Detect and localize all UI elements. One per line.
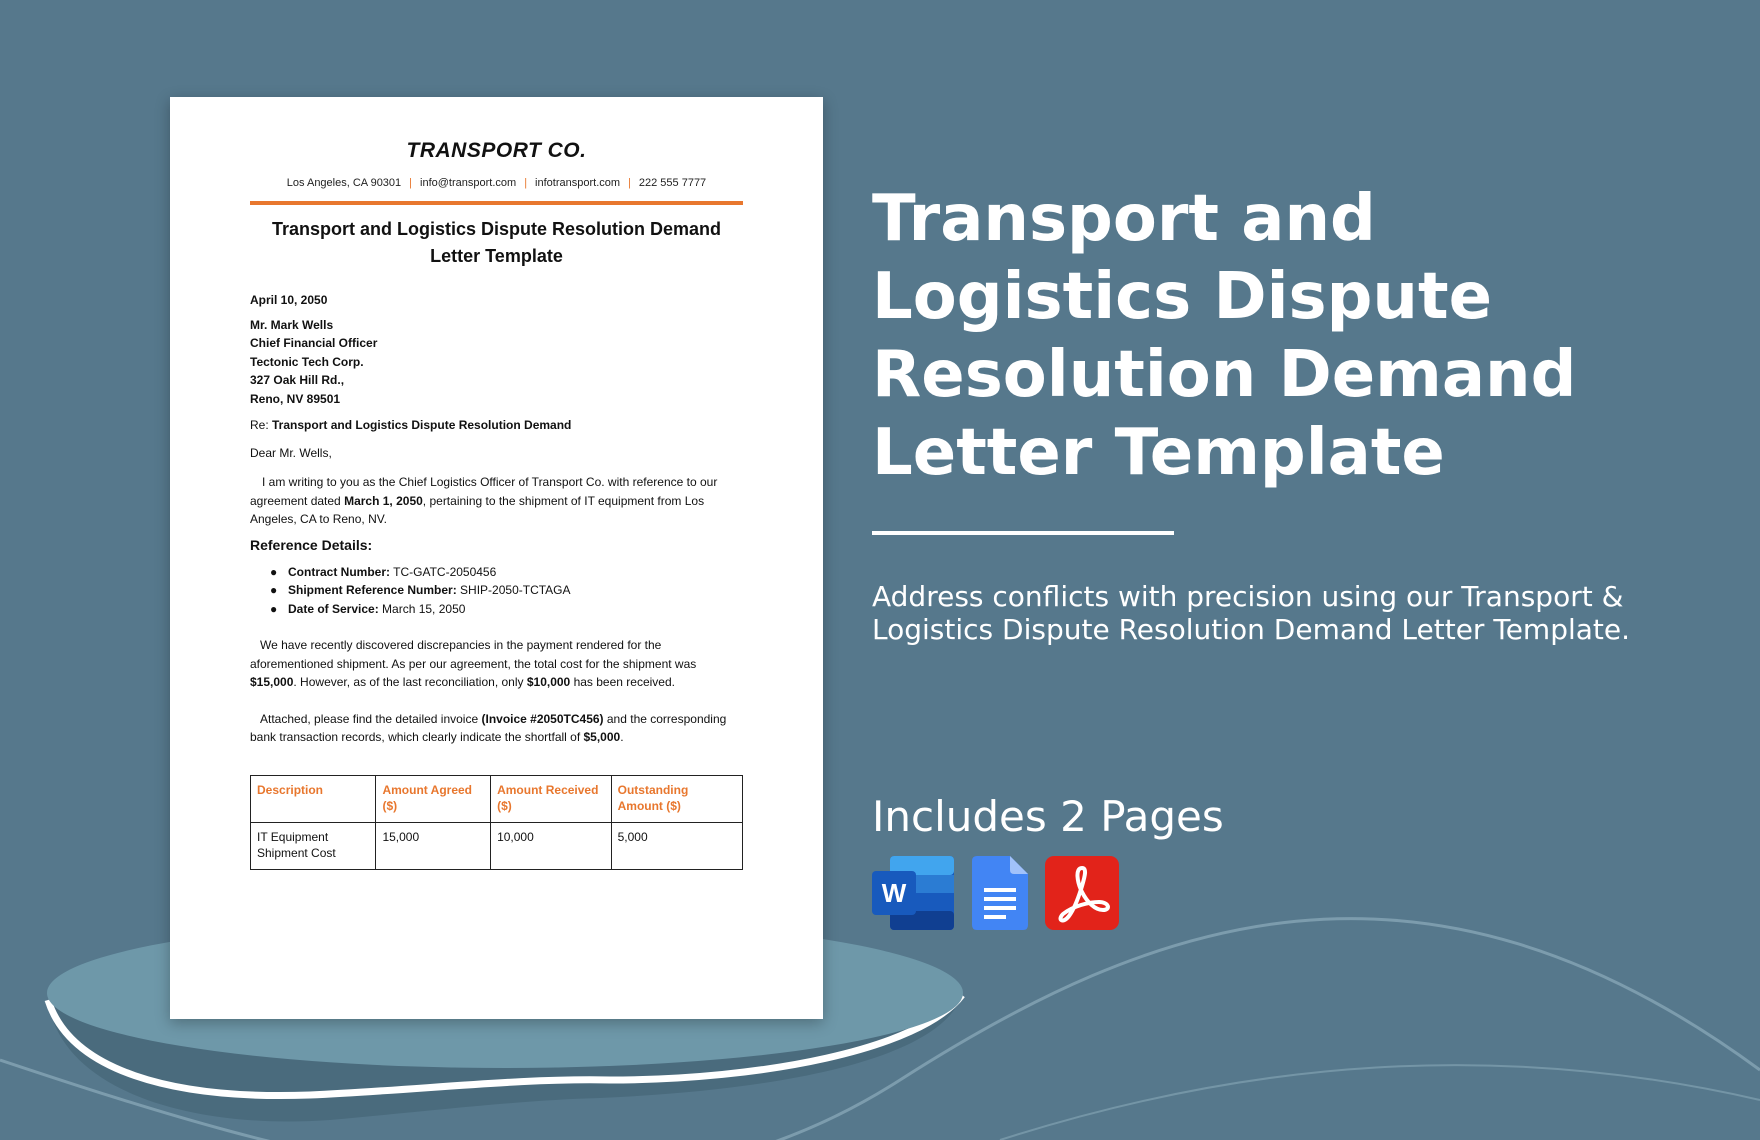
document-preview	[170, 97, 823, 1019]
contact-address: Los Angeles, CA 90301	[286, 177, 402, 189]
reference-item	[270, 600, 743, 619]
page-count: Includes 2 Pages	[872, 792, 1224, 841]
paragraph-text: . However, as of the last reconciliation, only	[293, 675, 527, 689]
company-name: TRANSPORT CO.	[406, 139, 587, 162]
recipient-title: Chief Financial Officer	[250, 336, 378, 350]
table-cell: 10,000	[491, 822, 612, 869]
recipient-company: Tectonic Tech Corp.	[250, 354, 364, 369]
column-header: Amount Agreed ($)	[376, 775, 491, 822]
word-letter: W	[881, 878, 907, 908]
contact-separator: |	[628, 177, 631, 189]
google-docs-icon[interactable]	[972, 856, 1028, 930]
table-row	[251, 822, 743, 869]
reference-list	[250, 563, 743, 619]
paragraph-text: Attached, please find the detailed invoice	[260, 711, 482, 726]
paragraph-text: .	[620, 730, 624, 744]
body-paragraph-1	[250, 473, 743, 529]
headline-divider	[872, 531, 1174, 535]
subject-line	[250, 416, 743, 435]
table-cell: IT Equipment Shipment Cost	[251, 822, 376, 869]
reference-label: Date of Service:	[288, 601, 379, 616]
paragraph-text: has been received.	[570, 675, 675, 689]
amount-received: $10,000	[526, 675, 571, 689]
background-wave-line-lower	[1000, 1065, 1760, 1140]
contact-separator: |	[409, 177, 413, 189]
agreement-date: March 1, 2050	[344, 493, 423, 508]
contact-email: info@transport.com	[420, 177, 517, 189]
body-paragraph-2	[250, 636, 743, 692]
recipient-name: Mr. Mark Wells	[250, 317, 334, 332]
header-rule	[250, 201, 743, 205]
table-cell: 15,000	[376, 822, 491, 869]
amount-total: $15,000	[250, 675, 294, 689]
invoice-table	[250, 775, 743, 870]
pdf-icon[interactable]	[1045, 856, 1119, 930]
reference-value: March 15, 2050	[378, 601, 466, 616]
promo-description: Address conflicts with precision using our Transport & Logistics Dispute Resolution Demand Letter Template.	[872, 580, 1631, 646]
document-title: Transport and Logistics Dispute Resolution Demand Letter Template	[271, 219, 722, 266]
recipient-street: 327 Oak Hill Rd.,	[250, 373, 345, 387]
column-header: Amount Received ($)	[491, 775, 612, 822]
recipient-city: Reno, NV 89501	[250, 391, 341, 406]
bullet: ●	[270, 564, 278, 579]
bullet: ●	[270, 601, 278, 616]
column-header: Outstanding Amount ($)	[611, 775, 742, 822]
shortfall-amount: $5,000	[583, 730, 621, 744]
paragraph-text: I am writing to you as the Chief Logistics Officer of Transport Co. with reference to our agreement dated	[250, 475, 718, 508]
contact-line	[250, 177, 743, 189]
word-icon[interactable]	[872, 856, 954, 930]
greeting: Dear Mr. Wells,	[250, 445, 332, 460]
contact-website: infotransport.com	[535, 177, 621, 189]
promo-headline: Transport and Logistics Dispute Resolution Demand Letter Template	[872, 182, 1577, 490]
reference-value: TC-GATC-2050456	[390, 564, 497, 579]
subject-text: Transport and Logistics Dispute Resolution Demand	[272, 418, 572, 432]
body-paragraph-3	[250, 710, 743, 747]
reference-heading: Reference Details:	[250, 536, 373, 553]
contact-phone: 222 555 7777	[638, 177, 707, 189]
invoice-number: (Invoice #2050TC456)	[481, 711, 604, 726]
reference-item	[270, 581, 743, 600]
reference-label: Shipment Reference Number:	[288, 583, 457, 597]
paragraph-text: , pertaining to the shipment of IT equipment from Los Angeles, CA to Reno, NV.	[250, 493, 705, 526]
reference-value: SHIP-2050-TCTAGA	[456, 583, 571, 597]
column-header: Description	[251, 775, 376, 822]
reference-label: Contract Number:	[288, 564, 391, 579]
subject-label: Re:	[250, 418, 273, 432]
contact-separator: |	[524, 177, 528, 189]
table-cell: 5,000	[611, 822, 742, 869]
table-header-row	[251, 775, 743, 822]
reference-item	[270, 563, 743, 582]
paragraph-text: and the corresponding bank transaction records, which clearly indicate the shortfall of	[250, 711, 727, 744]
letter-date: April 10, 2050	[250, 293, 328, 307]
bullet: ●	[270, 583, 278, 597]
recipient-block	[250, 316, 743, 409]
paragraph-text: We have recently discovered discrepancies in the payment rendered for the aforementioned shipment. As per our agreement, the total cost for the shipment was	[250, 638, 697, 671]
